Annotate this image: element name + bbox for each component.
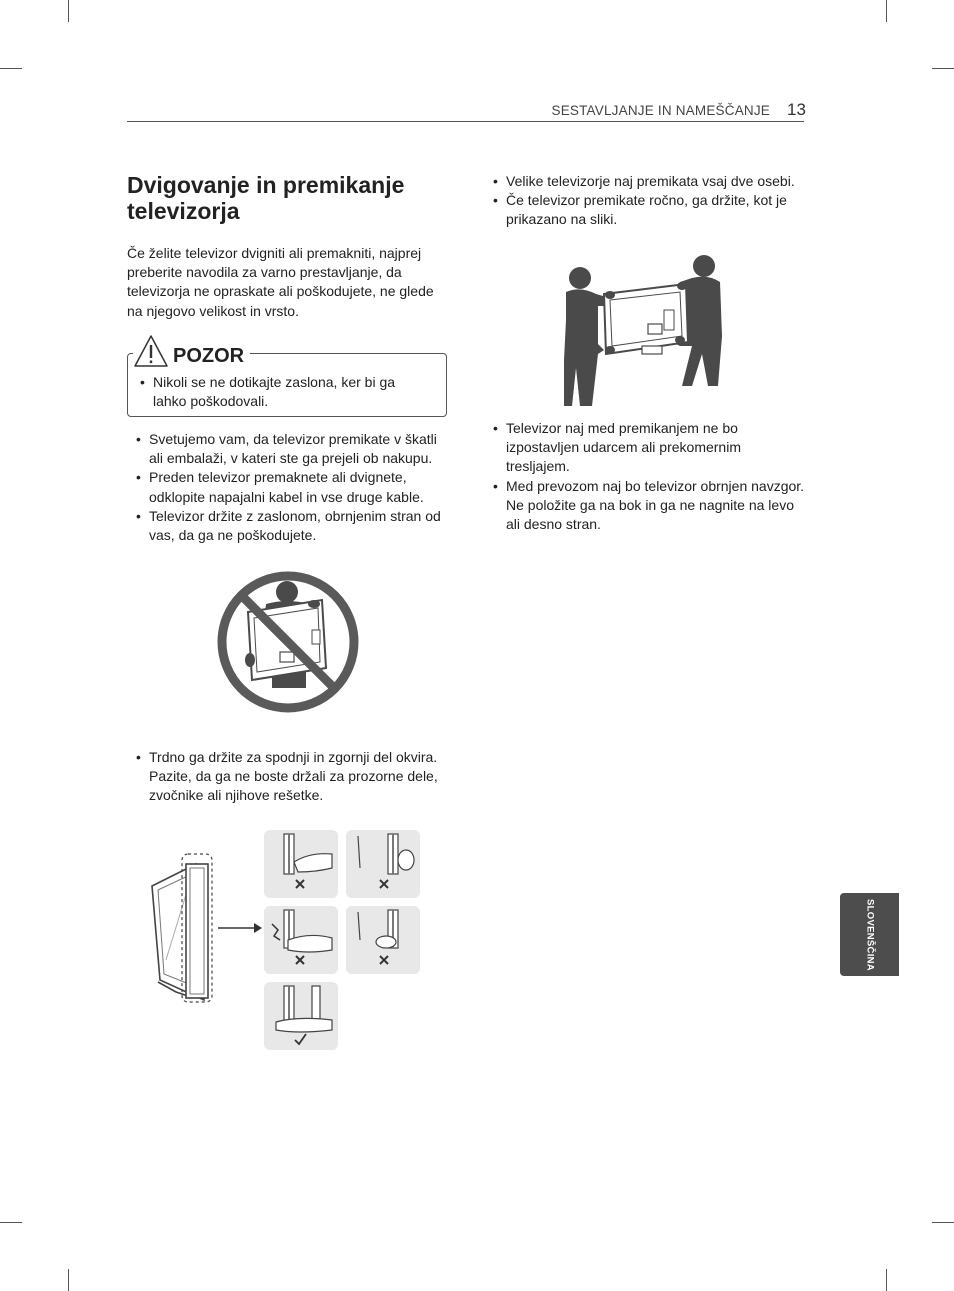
list-item: • Preden televizor premaknete ali dvignete, odklopite napajalni kabel in vse druge kable. [136, 468, 454, 506]
intro-paragraph: Če želite televizor dvigniti ali premakniti, najprej preberite navodila za varno prestavljanje, da televizorja ne opraskate ali poškodujete, ne glede na njegovo velikost in vrsto. [127, 245, 434, 319]
crop-mark [0, 1222, 22, 1223]
language-tab [840, 893, 899, 976]
language-tab-label: SLOVENŠČINA [864, 898, 875, 971]
crop-mark [0, 68, 22, 69]
crop-mark [68, 1269, 69, 1291]
bullet-list-right-1 [493, 172, 805, 230]
list-item: • Nikoli se ne dotikajte zaslona, ker bi ga lahko poškodovali. [140, 373, 432, 411]
crop-mark [68, 0, 69, 22]
crop-mark [886, 1269, 887, 1291]
grip-positions-illustration [148, 828, 426, 1052]
warning-triangle-icon [133, 334, 169, 368]
list-item: • Med prevozom naj bo televizor obrnjen navzgor. Ne položite ga na bok in ga ne nagnite na levo ali desno stran. [493, 477, 805, 535]
bullet-list-left-2 [136, 748, 454, 806]
list-item: • Televizor držite z zaslonom, obrnjenim stran od vas, da ga ne poškodujete. [136, 507, 454, 545]
list-item: • Televizor naj med premikanjem ne bo izpostavljen udarcem ali prekomernim tresljajem. [493, 419, 805, 477]
crop-mark [932, 1222, 954, 1223]
list-item: • Trdno ga držite za spodnji in zgornji del okvira. Pazite, da ga ne boste držali za prozorne dele, zvočnike ali njihove rešetke. [136, 748, 454, 806]
caution-title: POZOR [173, 345, 245, 367]
two-person-carry-illustration [562, 250, 728, 408]
crop-mark [932, 68, 954, 69]
crop-mark [886, 0, 887, 22]
list-item: • Velike televizorje naj premikata vsaj dve osebi. [493, 172, 805, 191]
prohibited-carry-illustration [214, 568, 362, 716]
running-header: SESTAVLJANJE IN NAMEŠČANJE [551, 103, 770, 118]
caution-heading [133, 328, 250, 368]
page-title: Dvigovanje in premikanje televizorja [127, 172, 405, 224]
bullet-list-left-1 [136, 430, 454, 545]
list-item: • Če televizor premikate ročno, ga držite, kot je prikazano na sliki. [493, 191, 805, 229]
header-rule [127, 121, 804, 122]
caution-list [140, 373, 432, 411]
page-number: 13 [787, 100, 806, 119]
bullet-list-right-2 [493, 419, 805, 534]
list-item: • Svetujemo vam, da televizor premikate v škatli ali embalaži, v kateri ste ga prejeli ob nakupu. [136, 430, 454, 468]
